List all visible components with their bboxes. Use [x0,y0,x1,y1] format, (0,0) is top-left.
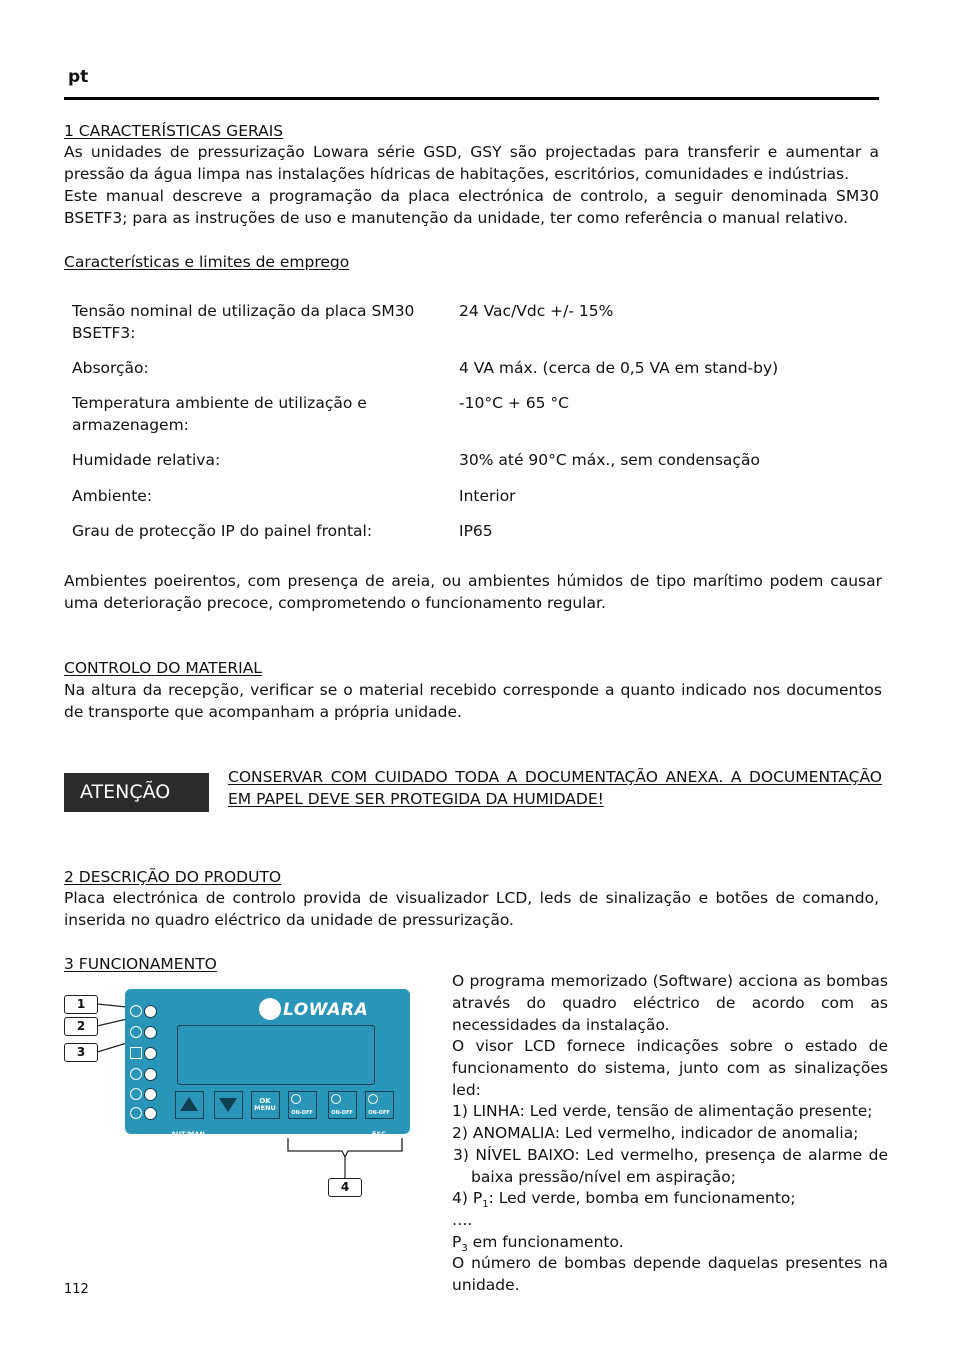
ellipsis: …. [452,1211,473,1229]
spec-label: Grau de protecção IP do painel frontal: [72,522,373,540]
low-level-symbol-icon [130,1047,142,1059]
onoff-label: ON-OFF [368,1110,390,1116]
item-4-text: : Led verde, bomba em funcionamento; [488,1189,796,1207]
down-button[interactable] [214,1091,243,1119]
led-low-level [144,1047,157,1060]
p3-prefix: P [452,1233,462,1251]
pump-icon [331,1094,341,1104]
led-line [144,1005,157,1018]
callout-4: 4 [328,1178,362,1197]
led-list-item: 1) LINHA: Led verde, tensão de alimentação presente; [452,1102,873,1120]
pump-3-symbol-icon [130,1107,142,1119]
up-button[interactable] [175,1091,204,1119]
callout-3: 3 [64,1043,98,1062]
p3-subscript: 3 [461,1243,468,1255]
callout-1: 1 [64,995,98,1014]
pump-icon [368,1094,378,1104]
onoff-label: ON-OFF [331,1110,353,1116]
spec-label: Ambiente: [72,487,153,505]
item-4-subscript: 1 [482,1199,489,1211]
section-2-paragraph: Placa electrónica de controlo provida de visualizador LCD, leds de sinalização e botões de comando, inserida no quadro eléctrico da unidade de pressurização. [64,889,879,929]
arrow-down-icon [215,1092,241,1117]
section-3-paragraph-2: O visor LCD fornece indicações sobre o estado de funcionamento do sistema, junto com as sinalizações led: [452,1037,888,1099]
spec-value: 4 VA máx. (cerca de 0,5 VA em stand-by) [459,359,779,377]
spec-value: Interior [459,487,516,505]
lcd-display [177,1025,375,1085]
pump-3-onoff-button[interactable] [365,1091,394,1119]
language-code: pt [68,67,89,87]
controlo-paragraph: Na altura da recepção, verificar se o material recebido corresponde a quanto indicado nos documentos de transporte que acompanham a própria unidade. [64,681,882,721]
pump-1-onoff-button[interactable] [288,1091,317,1119]
pump-2-symbol-icon [130,1088,142,1100]
pump-icon [291,1094,301,1104]
led-pump-3 [144,1107,157,1120]
alarm-symbol-icon [130,1026,142,1038]
spec-value: 30% até 90°C máx., sem condensação [459,451,760,469]
spec-label: Humidade relativa: [72,451,221,469]
attention-text: CONSERVAR COM CUIDADO TODA A DOCUMENTAÇÃO ANEXA. A DOCUMENTAÇÃO EM PAPEL DEVE SER PROTEGIDA DA HUMIDADE! [228,768,882,808]
arrow-up-icon [176,1092,202,1117]
header-rule [64,97,879,100]
brand-logo: LOWARA [283,1000,369,1020]
item-4-prefix: 4) P [452,1189,483,1207]
led-pump-2 [144,1088,157,1101]
spec-value: 24 Vac/Vdc +/- 15% [459,302,614,320]
controlo-heading: CONTROLO DO MATERIAL [64,659,262,677]
ok-menu-button[interactable] [251,1091,280,1119]
onoff-label: ON-OFF [291,1110,313,1116]
section-3-heading: 3 FUNCIONAMENTO [64,955,217,973]
spec-label: Tensão nominal de utilização da placa SM30 BSETF3: [72,302,415,342]
callout-2: 2 [64,1017,98,1036]
section-1-paragraph-1: As unidades de pressurização Lowara série GSD, GSY são projectadas para transferir e aumentar a pressão da água limpa nas instalações hídricas de habitações, escritórios, comunidades e indústrias. [64,143,879,183]
spec-value: IP65 [459,522,493,540]
pump-2-onoff-button[interactable] [328,1091,357,1119]
lowara-logo-mark-icon [259,998,281,1020]
spec-label: Temperatura ambiente de utilização e armazenagem: [72,394,367,434]
specs-heading: Características e limites de emprego [64,253,350,271]
led-list-item: 3) NÍVEL BAIXO: Led vermelho, presença de alarme de baixa pressão/nível em aspiração; [453,1146,888,1186]
spec-label: Absorção: [72,359,149,377]
section-3-paragraph-4: O número de bombas depende daquelas presentes na unidade. [452,1254,888,1294]
brace-bracket [280,1133,410,1181]
p3-text: em funcionamento. [467,1233,624,1251]
section-1-paragraph-2: Este manual descreve a programação da placa electrónica de controlo, a seguir denominada SM30 BSETF3; para as instruções de uso e manutenção da unidade, ter como referência o manual relativo. [64,187,879,227]
pump-1-symbol-icon [130,1068,142,1080]
section-1-heading: 1 CARACTERÍSTICAS GERAIS [64,122,284,140]
led-anomaly [144,1026,157,1039]
specs-note: Ambientes poeirentos, com presença de areia, ou ambientes húmidos de tipo marítimo podem causar uma deterioração precoce, comprometendo o funcionamento regular. [64,572,882,612]
ok-label: OK [259,1097,271,1105]
section-3-paragraph-1: O programa memorizado (Software) acciona as bombas através do quadro eléctrico de acordo com as necessidades da instalação. [452,972,888,1034]
led-list-item: 2) ANOMALIA: Led vermelho, indicador de anomalia; [452,1124,859,1142]
attention-badge: ATENÇÃO [64,773,209,812]
esc-label: ESC [372,1130,386,1138]
line-symbol-icon [130,1005,142,1017]
page-number: 112 [64,1282,89,1297]
led-pump-1 [144,1068,157,1081]
control-panel [125,989,410,1138]
autman-label: AUT/MAN [171,1130,205,1138]
section-2-heading: 2 DESCRIÇÃO DO PRODUTO [64,868,282,886]
spec-value: -10°C + 65 °C [459,394,569,412]
menu-label: MENU [254,1104,276,1112]
